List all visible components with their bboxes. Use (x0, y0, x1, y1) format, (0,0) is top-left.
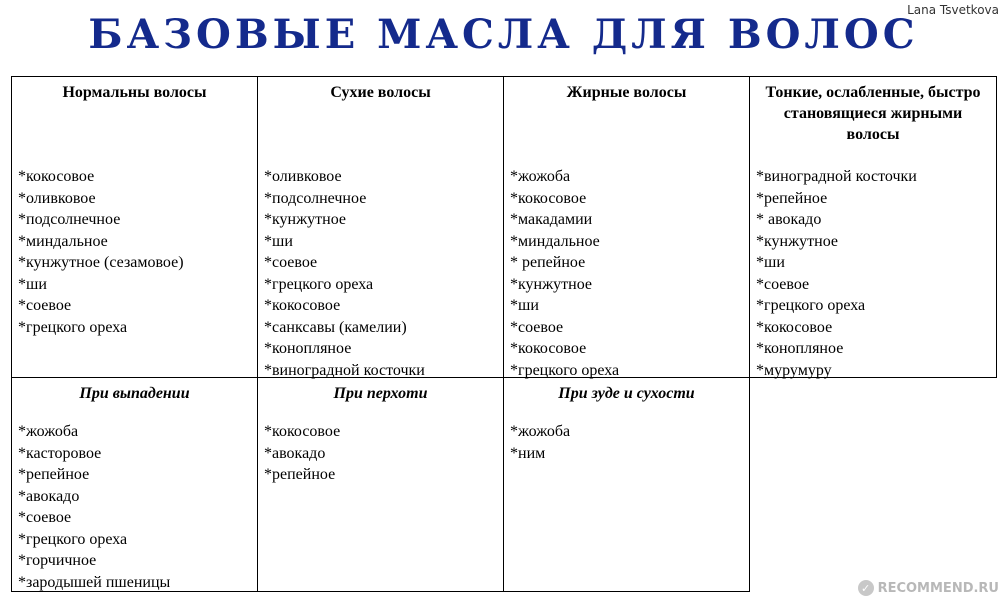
column-normal-hair (11, 76, 258, 378)
oil-item: *кокосовое (756, 318, 833, 336)
oil-item: *грецкого ореха (18, 318, 128, 336)
oil-item: *кокосовое (18, 168, 95, 185)
oil-item: *жожоба (18, 423, 79, 440)
page-title: БАЗОВЫЕ МАСЛА ДЛЯ ВОЛОС (88, 11, 919, 58)
oil-item: *ним (510, 444, 546, 462)
oil-list (264, 421, 497, 486)
oil-item: *ши (510, 297, 539, 314)
oil-item: *соевое (264, 254, 318, 271)
column-dandruff (257, 377, 504, 592)
oil-item: *миндальное (510, 232, 600, 250)
oil-list (756, 166, 990, 381)
column-hair-loss (11, 377, 258, 592)
oil-item: *жожоба (510, 423, 571, 440)
oil-item: *подсолнечное (18, 211, 121, 228)
watermark-text: RECOMMEND.RU (877, 580, 999, 596)
oil-item: *виноградной косточки (756, 168, 917, 185)
column-heading: При выпадении (79, 385, 190, 402)
oil-item: *макадамии (510, 211, 593, 228)
oil-item: *санксавы (камелии) (264, 318, 407, 336)
oil-item: *кунжутное (264, 211, 347, 228)
oil-item: *грецкого ореха (510, 361, 620, 379)
oil-item: *касторовое (18, 444, 102, 462)
oil-item: *авокадо (18, 487, 80, 505)
oil-item: *ши (756, 254, 785, 271)
column-heading: Сухие волосы (330, 84, 431, 101)
oil-item: *мурумуру (756, 361, 832, 379)
oil-item: *грецкого ореха (264, 275, 374, 293)
oil-item: *конопляное (264, 340, 352, 357)
watermark (858, 580, 999, 596)
oil-item: *кокосовое (264, 423, 341, 440)
oil-list (264, 166, 497, 381)
oil-item: *конопляное (756, 340, 844, 357)
oil-item: *авокадо (264, 444, 326, 462)
oil-item: *репейное (756, 189, 828, 207)
oil-item: *ши (264, 232, 293, 250)
oil-item: *горчичное (18, 552, 97, 569)
watermark-logo-icon: ✓ (858, 580, 874, 596)
oil-list (510, 421, 743, 464)
oil-item: *миндальное (18, 232, 108, 250)
column-heading: При зуде и сухости (558, 385, 695, 402)
oil-item: *соевое (18, 509, 72, 526)
column-oily-hair (503, 76, 750, 378)
oil-item: *кунжутное (756, 232, 839, 250)
oil-item: *зародышей пшеницы (18, 573, 171, 591)
oil-item: *жожоба (510, 168, 571, 185)
oil-item: *соевое (756, 275, 810, 293)
oil-item: *грецкого ореха (18, 530, 128, 548)
oil-item: *кокосовое (510, 340, 587, 357)
oil-item: *ши (18, 275, 47, 293)
oil-list (18, 421, 251, 593)
oil-item: *кокосовое (510, 189, 587, 207)
column-itch-dryness (503, 377, 750, 592)
oil-item: *репейное (18, 466, 90, 483)
oil-item: *соевое (510, 318, 564, 336)
oil-list (18, 166, 251, 338)
oil-item: *подсолнечное (264, 189, 367, 207)
column-heading: При перхоти (333, 385, 428, 402)
column-heading: Тонкие, ослабленные, быстро становящиеся жирными волосы (765, 84, 981, 143)
oil-item: *грецкого ореха (756, 297, 866, 314)
author-label: Lana Tsvetkova (907, 3, 999, 17)
oil-item: *оливковое (18, 189, 96, 207)
column-heading: Жирные волосы (566, 84, 687, 101)
oil-item: *оливковое (264, 168, 342, 185)
oil-item: * авокадо (756, 211, 822, 228)
oil-item: * репейное (510, 254, 586, 271)
column-heading: Нормальны волосы (62, 84, 207, 101)
oil-item: *репейное (264, 466, 336, 483)
column-thin-hair (749, 76, 997, 378)
oil-list (510, 166, 743, 381)
oil-item: *кунжутное (510, 275, 593, 293)
oil-item: *соевое (18, 297, 72, 314)
oil-item: *кокосовое (264, 297, 341, 314)
oil-item: *виноградной косточки (264, 361, 425, 379)
column-dry-hair (257, 76, 504, 378)
oil-item: *кунжутное (сезамовое) (18, 254, 184, 271)
